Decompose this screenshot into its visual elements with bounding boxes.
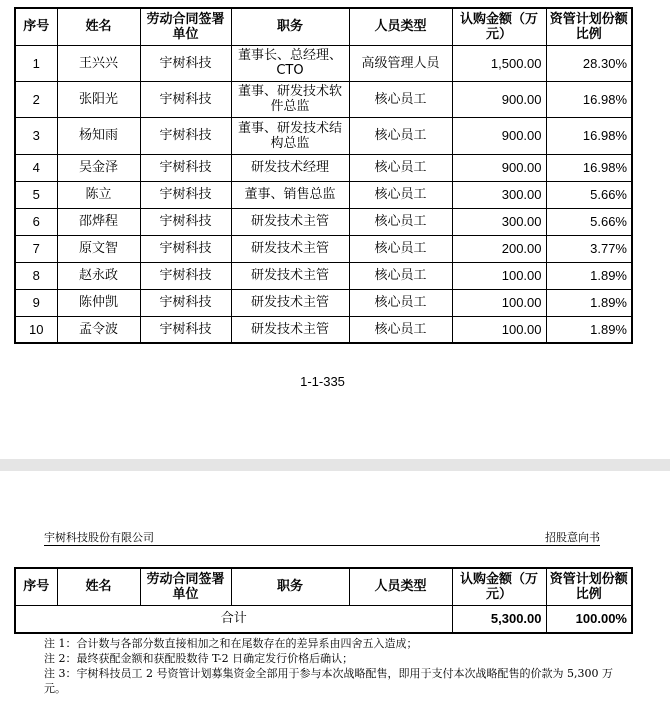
header-employer: 劳动合同签署单位 (140, 568, 231, 605)
cell-position: 董事、研发技术结构总监 (231, 117, 349, 154)
cell-name: 吴金泽 (57, 154, 140, 181)
cell-amount: 900.00 (452, 154, 546, 181)
header-seq: 序号 (15, 568, 57, 605)
cell-employer: 宇树科技 (140, 289, 231, 316)
cell-amount: 300.00 (452, 208, 546, 235)
cell-seq: 4 (15, 154, 57, 181)
header-ratio: 资管计划份额比例 (546, 568, 632, 605)
table-row (15, 289, 632, 316)
cell-position: 董事、研发技术软件总监 (231, 81, 349, 117)
cell-name: 张阳光 (57, 81, 140, 117)
cell-employer: 宇树科技 (140, 154, 231, 181)
header-seq: 序号 (15, 8, 57, 45)
header-amount: 认购金额（万元） (452, 568, 546, 605)
cell-seq: 8 (15, 262, 57, 289)
table-row (15, 154, 632, 181)
cell-position: 董事、销售总监 (231, 181, 349, 208)
cell-ratio: 16.98% (546, 154, 632, 181)
total-amount: 5,300.00 (452, 605, 546, 633)
header-staff-type: 人员类型 (349, 568, 452, 605)
cell-name: 陈仲凯 (57, 289, 140, 316)
cell-employer: 宇树科技 (140, 262, 231, 289)
table-header-row (15, 8, 632, 45)
page-number: 1-1-335 (300, 374, 345, 389)
header-position: 职务 (231, 568, 349, 605)
cell-position: 研发技术主管 (231, 262, 349, 289)
header-ratio: 资管计划份额比例 (546, 8, 632, 45)
cell-employer: 宇树科技 (140, 208, 231, 235)
cell-position: 研发技术主管 (231, 208, 349, 235)
cell-employer: 宇树科技 (140, 316, 231, 343)
cell-employer: 宇树科技 (140, 235, 231, 262)
company-name: 宇树科技股份有限公司 (44, 531, 154, 544)
header-amount: 认购金额（万元） (452, 8, 546, 45)
cell-ratio: 1.89% (546, 316, 632, 343)
cell-staff-type: 核心员工 (349, 289, 452, 316)
cell-name: 王兴兴 (57, 45, 140, 81)
cell-seq: 5 (15, 181, 57, 208)
cell-seq: 6 (15, 208, 57, 235)
cell-ratio: 3.77% (546, 235, 632, 262)
header-position: 职务 (231, 8, 349, 45)
cell-amount: 300.00 (452, 181, 546, 208)
cell-name: 邵烨程 (57, 208, 140, 235)
cell-staff-type: 核心员工 (349, 262, 452, 289)
header-name: 姓名 (57, 8, 140, 45)
cell-position: 研发技术经理 (231, 154, 349, 181)
cell-name: 孟令波 (57, 316, 140, 343)
table-row (15, 45, 632, 81)
cell-amount: 900.00 (452, 117, 546, 154)
cell-employer: 宇树科技 (140, 181, 231, 208)
cell-staff-type: 核心员工 (349, 181, 452, 208)
total-ratio: 100.00% (546, 605, 632, 633)
page-separator (0, 459, 670, 471)
header-employer: 劳动合同签署单位 (140, 8, 231, 45)
cell-amount: 900.00 (452, 81, 546, 117)
cell-position: 研发技术主管 (231, 235, 349, 262)
cell-name: 杨知雨 (57, 117, 140, 154)
cell-employer: 宇树科技 (140, 117, 231, 154)
running-header (44, 527, 600, 546)
footnote-2: 注 2：最终获配金额和获配股数待 T-2 日确定发行价格后确认； (44, 652, 354, 665)
cell-staff-type: 核心员工 (349, 316, 452, 343)
cell-staff-type: 核心员工 (349, 235, 452, 262)
cell-amount: 100.00 (452, 289, 546, 316)
cell-name: 原文智 (57, 235, 140, 262)
cell-ratio: 1.89% (546, 262, 632, 289)
cell-seq: 2 (15, 81, 57, 117)
cell-ratio: 5.66% (546, 181, 632, 208)
allocation-table-page-2 (14, 567, 633, 634)
table-row (15, 262, 632, 289)
cell-position: 研发技术主管 (231, 316, 349, 343)
table-row (15, 316, 632, 343)
table-row (15, 208, 632, 235)
cell-ratio: 1.89% (546, 289, 632, 316)
table-row (15, 181, 632, 208)
cell-employer: 宇树科技 (140, 45, 231, 81)
cell-ratio: 16.98% (546, 117, 632, 154)
table-row (15, 81, 632, 117)
cell-amount: 1,500.00 (452, 45, 546, 81)
table-header-row (15, 568, 632, 605)
cell-amount: 100.00 (452, 262, 546, 289)
allocation-table-page-1 (14, 7, 633, 344)
cell-ratio: 5.66% (546, 208, 632, 235)
cell-name: 陈立 (57, 181, 140, 208)
cell-seq: 1 (15, 45, 57, 81)
cell-amount: 100.00 (452, 316, 546, 343)
footnote-1: 注 1：合计数与各部分数直接相加之和在尾数存在的差异系由四舍五入造成； (44, 637, 418, 650)
table-row (15, 235, 632, 262)
cell-employer: 宇树科技 (140, 81, 231, 117)
cell-seq: 9 (15, 289, 57, 316)
cell-position: 董事长、总经理、CTO (231, 45, 349, 81)
total-label: 合计 (15, 605, 452, 633)
header-staff-type: 人员类型 (349, 8, 452, 45)
cell-staff-type: 核心员工 (349, 117, 452, 154)
cell-staff-type: 高级管理人员 (349, 45, 452, 81)
header-name: 姓名 (57, 568, 140, 605)
cell-name: 赵永政 (57, 262, 140, 289)
cell-ratio: 16.98% (546, 81, 632, 117)
total-row (15, 605, 632, 633)
cell-seq: 3 (15, 117, 57, 154)
footnote-3: 注 3：宇树科技员工 2 号资管计划募集资金全部用于参与本次战略配售，即用于支付本次战略配售的价款为 5,300 万元。 (44, 667, 613, 695)
cell-seq: 10 (15, 316, 57, 343)
document-type: 招股意向书 (545, 531, 600, 544)
cell-position: 研发技术主管 (231, 289, 349, 316)
table-row (15, 117, 632, 154)
cell-seq: 7 (15, 235, 57, 262)
footnotes (44, 636, 624, 696)
cell-amount: 200.00 (452, 235, 546, 262)
cell-staff-type: 核心员工 (349, 208, 452, 235)
cell-staff-type: 核心员工 (349, 81, 452, 117)
cell-ratio: 28.30% (546, 45, 632, 81)
cell-staff-type: 核心员工 (349, 154, 452, 181)
